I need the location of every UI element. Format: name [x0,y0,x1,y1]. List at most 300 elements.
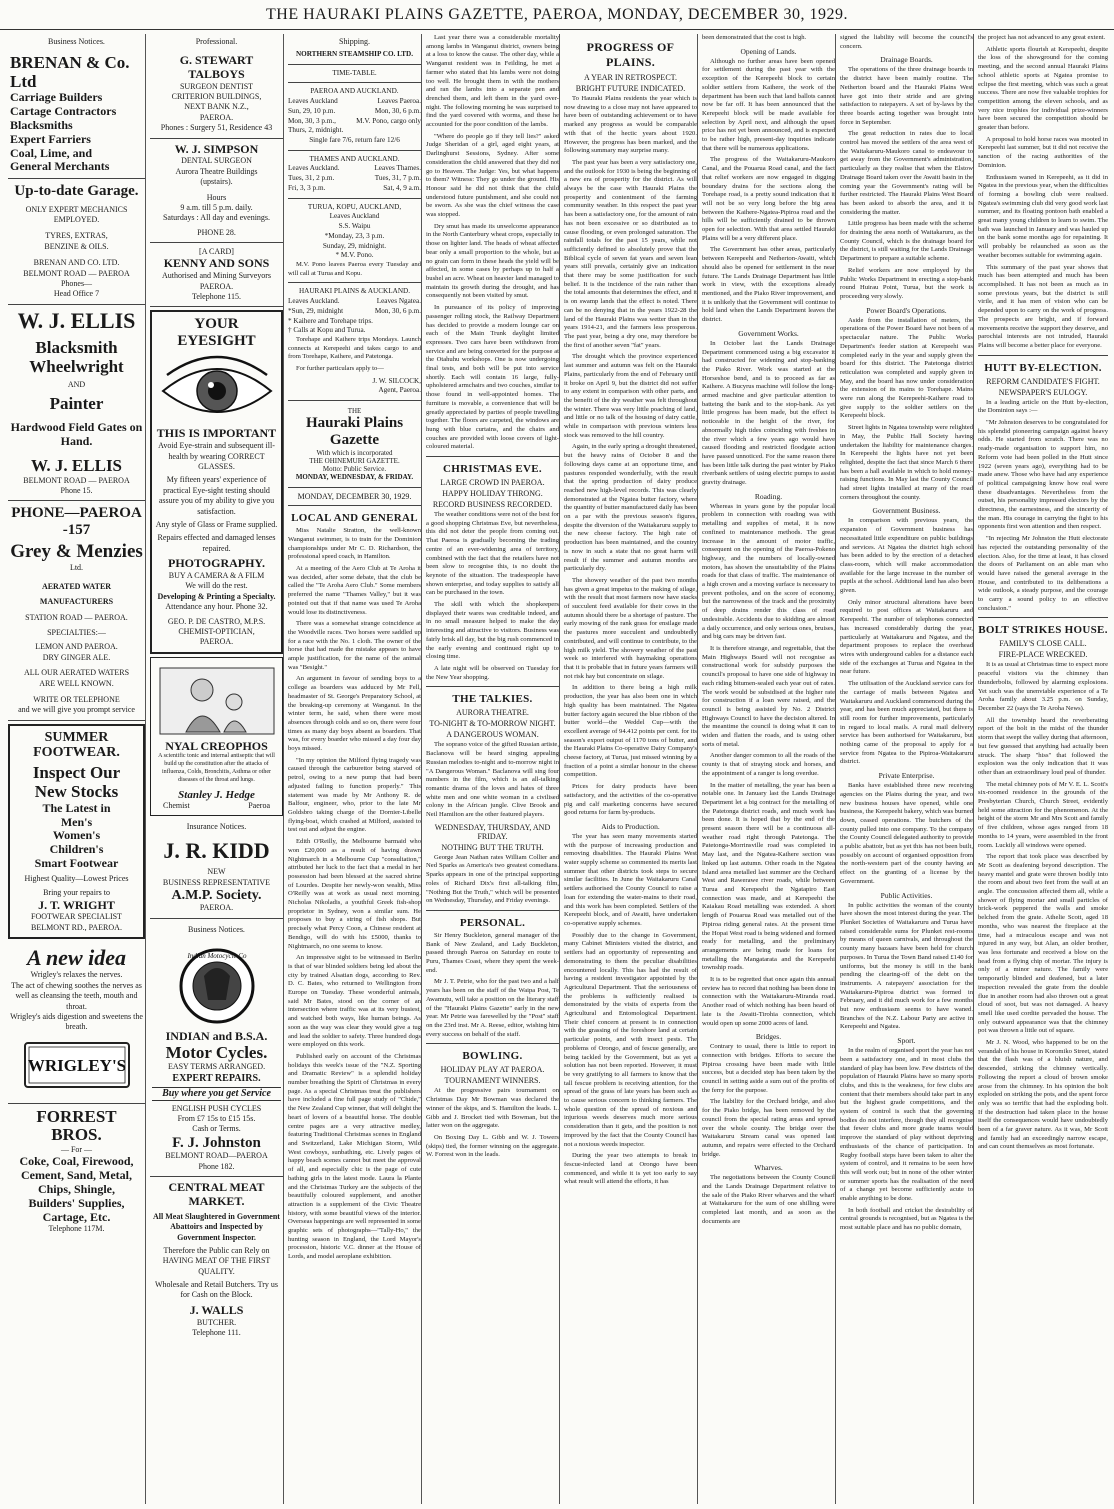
article-paragraph: In the realm of organised sport the year has not been a satisfactory one, and in most clubs the standard of play has been low. Few districts of the population of Hauraki Plains have so many sports clubs, and this is the weakness, for few clubs are content that their members should take part in any but the highest grade competitions, and the system of control is such that the governing bodies do not interfere, though they all recognise that fewer clubs and more grade teams would improve the standard of play without depriving enthusiasts of the chance of participation. In Rugby football steps have been taken to alter the system of control, and it remains to be seen how this will work out; but in none of the other winter or summer sports has the realisation of the need of a change yet become sufficiently acute to enable anything to be done. [840,1047,973,1203]
article-subheading: Drainage Boards. [880,55,933,65]
ad-ellis-line: Wheelwright [29,356,124,376]
article-paragraph: "In rejecting Mr Johnston the Hutt electorate has rejected the outstanding personality of the election. Also, for the time at least, it has closed the doors of Parliament on an able man who would have raised the general average in the House, and contributed to its deliberations a wide outlook, a steady purpose, and the courage to carry a sound policy to an effective conclusion." [978,535,1108,612]
article-paragraph: The report that took place was described by Mr Scott as deafening beyond description. The heavy mantel and grate were thrown bodily into the room and about two feet from the wall at an angle. The concussion affected them all, while a shower of flying mortar and small particles of brick-work peppered the walls and smoke belched from the grate. Athelie Scott, aged 18 months, who was nearest the fireplace at the time, had a miraculous escape and was not injured in any way, but Alan, an older brother, was less fortunate and received a blow on the head from a flying chip of mortar. The injury is only of a minor nature. The family were temporarily blinded and deafened, but a later inspection revealed the grate from the double flue in another room had also thrown out a great cloud of soot, but was not damaged. A heavy smell like used cordite pervaded the house. The only outward appearance was that the chimney pot was thrown a little out of square. [978,853,1108,1035]
article-paragraph: The skill with which the shopkeepers displayed their wares was creditable indeed, and in no small measure helped to make the day interesting and attractive to visitors. Business was fairly brisk all day, but the big rush commenced in the early evening and continued right up to closing time. [426,601,559,661]
ad-wrigleys-line: Wrigley's relaxes the nerves. [30,970,123,980]
indian-motocycle-logo [162,946,272,1026]
article-paragraph: In a leading article on the Hutt by-election, the Dominion says :— [978,398,1108,415]
section-heading: Professional. [195,37,238,46]
ad-footwear-title: SUMMER FOOTWEAR. [33,729,120,761]
section-heading: Business Notices. [188,924,245,934]
ad-talboys [150,50,283,139]
ad-ellis-line: BELMONT ROAD — PAEROA [23,475,130,485]
article-subtitle: A DANGEROUS WOMAN. [446,730,539,740]
ad-footwear-line: New Stocks [34,782,119,802]
ad-footwear-line: Children's [49,842,104,857]
timetable-cell: Sun, 29, 10 p.m. [288,106,336,115]
ad-wrigleys-line: The act of chewing soothes the nerves as well as cleansing the teeth, mouth and throat. [11,980,142,1011]
article-subtitle: HOLIDAY PLAY AT PAEROA. [440,1065,545,1075]
ad-wrigleys-title: A new idea [26,945,126,971]
article-paragraph: The weather conditions were not of the best for a good shopping Christmas Eve, but nevertheless, this did not deter the people from coming out. That Paeroa is gradually becoming the trading centre of an ever-widening area of territory, combined with the fact that the retailers have not been slow to recognise this, is no doubt the keynote of the situation. The tradespeople have shown enterprise, and today supplies to satisfy all can be purchased in the town. [426,511,559,597]
article-paragraph: In comparison with previous years, the expansion of Government business has necessitated little expenditure on public buildings and services. At Ngatea the district high school has been added to by the erection of a detached class-room, which will make accommodation available for the large increase in the number of pupils at the school. Additional land has also been given. [840,517,973,595]
ad-kenny-line: Telephone 115. [192,292,241,302]
nameplate-line: THE OHINEMURI GAZETTE. [309,457,400,466]
ad-eyesight-line: Attendance any hour. Phone 32. [165,602,268,612]
article-paragraph: Banks have established three new receiving agencies on the Plains during the year, and two new business houses have opened, while one business, the Kerepeehi bakery, which was burned down, ceased operations. The butchers of the county pulled into one company. To the company the County Council delegated authority to provide a public abattoir, but as yet this has not been built, possibly on account of organised opposition from the north-western part of the county having an effect on the granting of a license by the Government. [840,782,973,885]
article-paragraph: Last year there was a considerable mortality among lambs in Wanganui district, owners being at a loss to know the cause. The other day, while a Wanganui resident was in Feilding, he met a farmer who stated that his lambs were not doing too well. He brought them in with the mothers and ran the lambs into a separate pen and drenched them, and left them in the yard over-night. The following morning he was surprised to find the yard covered with worms, and these he accounted for the poor condition of the lambs. [426,34,559,129]
article-paragraph: Sir Henry Buckleton, general manager of the Bank of New Zealand, and Lady Buckleton, passed through Paeroa on Saturday en route to Puru, Thames Coast, where they spent the week-end. [426,931,559,974]
ad-eyesight-line: PAEROA. [199,637,234,647]
ad-brenan-line: Carriage Builders [10,90,103,105]
ad-ellis-line: Hardwood Field Gates on Hand. [10,420,143,449]
article-paragraph: The negotiations between the County Council and the Lands Drainage Department relative to the sale of the Piako River wharves and the wharf at Waitakaruru for the sum of one shilling were completed last month, and as soon as the documents are [702,1174,835,1225]
article-paragraph: The soprano voice of the gifted Russian artiste, Baclanova will be heard singing appealing Russian melodies to-night and to-morrow night in "A Dangerous Woman." Baclanova will sing four numbers in the film, which is an all-talking romantic drama of the loves and hates of three white men and one white woman in a civilised colony in the African jungle. Clive Brook and Neil Hamilton are the other featured players. [426,741,559,819]
ad-eyesight-title: YOUR EYESIGHT [177,316,256,349]
ad-wrigleys [8,942,145,1104]
ad-grey-line: SPECIALTIES:— [47,627,106,637]
ad-meat-line: BUTCHER. [196,1317,237,1327]
timetable-cell: Mon, 30, 6 p.m. [374,306,421,315]
article-paragraph: the project has not advanced to any great extent. [978,34,1106,41]
article-paragraph: been demonstrated that the cost is high. [702,34,807,41]
article-paragraph: A proposal to hold horse races was mooted in Kerepeehi last summer, but it did not receive the sanction of the racing authorities of the Dominion. [978,135,1108,169]
fare-line: Single fare 7/6, return fare 12/6 [309,136,400,145]
article-paragraph: The great reduction in rates due to local control has moved the settlers of the area west of the Waitakaruru-Maukoro canal to endeavour to get away from the Government's administration, particularly as they realise that when the Elstow Drainage Board taken over the Awaiti basin in the coming year the Government's rating will be further restricted. The Hauraki Plains West Board has been asked to absorb the area, and it is considering the matter. [840,130,973,216]
shipping-company: NORTHERN STEAMSHIP CO. LTD. [295,50,414,58]
article-subtitle: RECORD BUSINESS RECORDED. [432,500,553,510]
masthead: THE HAURAKI PLAINS GAZETTE, PAEROA, MONDAY, DECEMBER 30, 1929. [0,0,1114,30]
ad-kidd [150,835,283,919]
ad-footwear-line: Men's [60,814,93,829]
timetable-col: Leaves Ngatea. [376,297,421,306]
ad-brenan-line: Coal, Lime, and [10,145,93,160]
agent-title: Agent, Paeroa. [378,386,421,395]
route-note: For further particulars apply to— [296,365,384,373]
ad-simpson-line: Hours [206,192,227,202]
article-paragraph: Possibly due to the change in Government, many Cabinet Ministers visited the district, and settlers had an opportunity of representing and demonstrating to them the peculiar disabilities encountered locally. This has had the result of having a resident investigator appointed by the Agricultural Department. That the seriousness of the problems is sufficiently realised is demonstrated by the visits of experts from the Agricultural and Entomological Department. Their chief concern at present is in connection with the grassing of the foreshore land at certain particular points, and with insect pests. The problems of Orongo, and of fescue generally, are being tackled by the Government, but as yet a solution has not been reported. However, it must be very gratifying to all farmers to know that the tall fescue problem is receiving attention, for the spread of the grass of late years has been such as to cause serious concern to thinking farmers. The whole question of the spread of noxious and injurious weeds deserves much more serious consideration than it gets, and the position is not improved by the fact that the County Council has not a noxious weeds inspector. [564,931,697,1148]
ad-grey-line: and we will give you prompt service [18,705,135,715]
ad-grey-line: ALL OUR AERATED WATERS [23,668,130,678]
timetable-col: Leaves Paeroa. [377,97,421,106]
article-paragraph: This summary of the past year shows that much has been attempted and much has been accomplished. It has not been as much as in some previous years, but the district is still virile, and it has men of vision who can be depended upon to carry on the work of progress. The prospects are bright, and if forward movements receive the support they deserve, and parochial interests are not intruded, Hauraki Plains will become a better place for everyone. [978,263,1108,349]
nameplate-title: Hauraki Plains Gazette [305,415,404,449]
ad-footwear-line: Women's [52,828,101,843]
ad-footwear [8,724,145,940]
ad-simpson-line: Saturdays : All day and evenings. [162,213,271,223]
ad-simpson-name: W. J. SIMPSON [174,141,259,156]
ad-indian-line: INDIAN and B.S.A. [165,1028,268,1043]
ad-footwear-line: BELMONT RD., PAEROA. [31,922,122,932]
ad-garage-line: BENZINE & OILS. [44,241,109,251]
ad-ellis-line: Painter [49,393,104,413]
ad-indian-line: F. J. Johnston [172,1134,261,1151]
ad-meat-line: Telephone 111. [192,1328,241,1338]
article-paragraph: The operations of the three drainage boards in the district have been mainly routine. The Netherton board and the Hauraki Plains West have got into their stride and are giving satisfaction to ratepayers. A set of by-laws by the three boards acting together was brought into force in September. [840,66,973,126]
ad-indian-line: Buy where you get Service [152,1087,281,1101]
ad-eyesight-line: CHEMIST-OPTICIAN, [178,626,255,636]
ad-garage-line: EMPLOYED. [53,215,100,225]
ad-indian-motorcycles [150,938,283,1177]
ad-kidd-line: NEW [207,867,226,877]
article-paragraph: There was a somewhat strange coincidence at the Woodville races. Two horses were saddled up for a race with the No. 1 cloth. The owner of the horse that had made the mistake appears to have ample justification, for the name of the animal was "Besight." [288,620,421,671]
ad-talboys-line: SURGEON DENTIST [179,81,254,91]
article-paragraph: Miss Natalie Stratton, the well-known Wanganui swimmer, is to train for the Dominion championships under Mr C. D. Richardson, the professional speed coach, in Hamilton. [288,527,421,561]
ad-grey-line: AERATED WATER [41,581,112,591]
ad-garage-line: Head Office 7 [53,289,100,299]
timetable-cell: Mon, 30, 6 p.m. [374,106,421,115]
column-news [426,34,560,1504]
ad-eyesight-line: Developing & Printing a Specialty. [157,591,276,601]
route-heading: TURUA, KOPU, AUCKLAND, [307,202,402,211]
article-subtitle: BRIGHT FUTURE INDICATED. [575,84,686,93]
ad-forrest-line: Telephone 117M. [48,1224,105,1234]
column-progress-of-plains [564,34,698,1504]
ad-kenny [150,243,283,307]
ad-grey-line: LEMON AND PAEROA. [35,642,118,652]
article-subtitle: WEDNESDAY, THURSDAY, AND FRIDAY. [434,822,551,841]
ad-footwear-line: FOOTWEAR SPECIALIST [31,912,122,922]
article-paragraph: A late night will be observed on Tuesday for the New Year shopping. [426,665,559,681]
ad-brenan-name: BRENAN & Co. Ltd [10,53,130,91]
article-paragraph: At the progressive pairs tournament on Christmas Day Mr Bowman was declared the winner of the skips, and S. Hamilton the leads. L. Gibb and J. Brocket tied with Bowman, but the latter won on the aggregate. [426,1087,559,1130]
ad-brenan-line: Blacksmiths [10,117,73,132]
article-paragraph: The showery weather of the past two months has given a great impetus to the making of silage, with the result that most farmers now have stacks of succulent feed available for their cows in the autumn should there be a shortage of pasture. The early mowing of the rank grass for ensilage made the pastures more succulent and undoubtedly contributed, and will continue to contribute, to the high milk yield. The showery weather of the past week so interfered with haymaking operations that it is probable that in future years farmers will not risk hay but concentrate on silage. [564,576,697,680]
ad-garage-line: Phones— [60,279,93,288]
ad-ellis-name: W. J. ELLIS [17,307,136,333]
ad-kenny-name: KENNY AND SONS [163,256,270,271]
column-business-notices [8,34,146,1504]
ad-kidd-line: PAEROA. [199,903,234,913]
ad-creophos [150,657,283,816]
ad-indian-line: BELMONT ROAD—PAEROA [165,1151,268,1161]
ad-brenan-line: Expert Farriers [10,131,91,146]
route-line: Sunday, 29, midnight. [322,241,387,250]
ad-ellis-line: Blacksmith [35,337,118,357]
ad-grey-line: MANUFACTURERS [39,597,114,607]
ad-footwear-line: Highest Quality—Lowest Prices [24,873,129,883]
article-subheading: Opening of Lands. [740,46,797,56]
article-paragraph: Mr J. N. Wood, who happened to be on the verandah of his house in Koromiko Street, stated that the flash was of a bluish nature, and descended, striking the chimney vertically. Following the report a cloud of brown smoke arose from the chimney. In his opinion the bolt exploded on striking the pots, and the spent force only was so terrific that had the exploding bolt. If the destruction had taken place in the house itself the consequences would have undoubtedly been of a far graver nature. As it was, Mr Scott and family had an exceedingly narrow escape, and can count themselves as most fortunate. [978,1039,1108,1151]
ad-footwear-line: The Latest in [42,800,111,815]
article-paragraph: "Where do people go if they tell lies?" asked Judge Sheridan of a girl, aged eight years, at Darlinghurst Sessions, Sydney. After some consideration the child answered that they did not go to Heaven. The Judge: Yes, but what happens to them? Witness: They go under the ground. His Honour said he did not think that the child understood future punishment, and she could not be sworn. As she was the chief witness the case was stopped. [426,132,559,219]
article-subheading: Bridges. [755,1032,782,1042]
article-subheading: Sport. [897,1036,916,1046]
timetable-cell: Fri, 3, 3 p.m. [288,183,326,192]
ad-grey-menzies [8,501,145,720]
article-subheading: Public Activities. [880,890,933,900]
timetable-cell: Tues, 31, 2 p.m. [288,174,335,183]
ad-talboys-line: CRITERION BUILDINGS, [171,91,262,101]
ad-creophos-title: NYAL CREOPHOS [165,738,268,753]
wrigleys-brand: WRIGLEY'S [27,1055,126,1075]
article-paragraph: "In my opinion the Milford flying tragedy was caused through the carburettor being starved of petrol, owing to a new pump that had been adjusted failing to function properly." This statement was made by Mr Anthony R. de Balfour, engineer, who, prior to the late Mr Goldsbro taking charge of the Dornier-Libelle flying-boat, which crashed at Milford, assisted to test out and adjust the engine. [288,756,421,834]
ad-brenan [8,50,145,179]
ad-eyesight-line: Avoid Eye-strain and subsequent ill-health by wearing CORRECT GLASSES. [158,441,275,472]
article-paragraph: At a meeting of the Aero Club at Te Aroha it was decided, after some debate, that the club be called the "Te Aroha Aero Club." Some members preferred the name "Thames Valley," but it was pointed out that if that name was used Te Aroha would lose its distinctiveness. [288,565,421,616]
ad-footwear-line: Inspect Our [32,763,121,783]
ad-eyesight-line: BUY A CAMERA & A FILM [168,570,265,580]
article-paragraph: In public activities the woman of the county have shown the most interest during the year. The Plunket Societies of Waitakaruru and Turua have raised considerable sums for Plunket rest-rooms by means of queen carnivals, and throughout the county many bazaars have been held for church purposes. In Turua the Town Band raised £140 for uniforms, but the money is still in the bank pending the clearing-off of the debt on the instruments. A ratepayers' association for the Waitakaruru-Pipiroa district was formed in February, and it did much work for a few months but now enthusiasm seems to have waned. Branches of the N.Z. Labour Party are active in Kerepeehi and Ngatea. [840,901,973,1031]
article-paragraph: Contrary to usual, there is little to report in connection with bridges. Efforts to secure the Pipiroa crossing have been made with little success, but a decided step has been taken by the council in setting aside a sum out of the profits of the ferry for the purpose. [702,1043,835,1094]
article-title: PERSONAL. [459,916,526,929]
article-paragraph: It is to be regretted that once again this annual review has to record that nothing has been done in connection with the Waitakaruru-Miranda road. Another road of which nothing has been heard of late is the Awaiti-Tirohia connection, which would open up some 2000 acres of land. [702,976,835,1027]
ad-creophos-line: Paeroa [248,800,270,810]
ad-ellis-line: AND [67,380,86,390]
wrigleys-pack-illustration [17,1037,137,1095]
article-paragraph: The metal chimney pots of Mr V. E. L. Scott's six-roomed residence in the grounds of the Presbyterian Church, Church Street, evidently held some attraction for the phenomenon. At the height of the storm Mr and Mrs Scott and family of five children, whose ages ranged from 18 months to 14 years, were assembled in the front room. Luckily all windows were opened. [978,780,1108,849]
gazette-nameplate [288,407,421,481]
article-paragraph: Dry smut has made its unwelcome appearance in the North Canterbury wheat crops, especially in those on lighter land. The heads of wheat affected bear only a small proportion to the whole, but as no grain can form in these heads the yield will be affected, in some cases by perhaps up to half a bushel an acre. Wheat on heavier land managed to maintain its growth during the drought, and has consequently not been visited by smut. [426,222,559,300]
article-subtitle: LARGE CROWD IN PAEROA. [440,478,545,488]
ad-footwear-line: Smart Footwear [34,856,119,871]
ad-talboys-line: NEXT BANK N.Z., [184,102,249,112]
ad-indian-line: EXPERT REPAIRS. [172,1072,261,1084]
ad-wrigleys-line: Wrigley's aids digestion and sweetens the breath. [10,1011,143,1032]
ad-talboys-name: G. STEWART TALBOYS [179,53,254,81]
ad-eyesight-line: We will do the rest. [185,581,248,591]
section-heading: Insurance Notices. [186,822,247,832]
ad-kidd-name: J. R. KIDD [163,838,270,864]
timetable-cell: Thurs, 2, midnight. [288,126,344,135]
article-title: PROGRESS OF PLAINS. [586,40,675,69]
article-paragraph: Little progress has been made with the scheme for draining the area north of Waitakaruru, as the County Council, which is the drainage board for the district, is still waiting for the Lands Drainage Department to prepare a suitable scheme. [840,220,973,263]
timetable-cell: Sat, 4, 9 a.m. [383,183,421,192]
article-paragraph: Whereas in years gone by the popular local problem in connection with roading was with metalling and supplies of metal, it is now confined to maintenance methods. The great increase in the amount of motor traffic, consequent on the opening of the Paeroa-Pokeno highway, and the numbers of locally-owned motors, has shown the unsuitability of the Plains roads for that class of traffic. The maintenance of a high crown and a moving surface is necessary to prevent potholes, and on the score of economy, but the narrowness of the track and the proximity of deep drains render this class of road undesirable. Accidents due to skidding are almost a daily occurrence, and only serious ones, bruises, and big cars may be driven fast. [702,502,835,641]
ad-garage-line: TYRES, EXTRAS, [45,231,108,241]
ad-brenan-line: Cartage Contractors [10,104,117,119]
ad-footwear-line: J. T. WRIGHT [38,897,115,912]
column-progress-continued-2 [840,34,974,1504]
ad-simpson-line: 9 a.m. till 5 p.m. daily. [180,202,253,212]
ad-simpson-line: DENTAL SURGEON [181,156,252,166]
ad-forrest-line: — For — [60,1145,93,1155]
route-note: Torehape and Kaihere trips Mondays. Launch connects at Kerepeehi and takes cargo to and from Torehape, Kaihere, and Patetonga. [288,335,421,361]
ad-indian-line: Motor Cycles. [165,1042,268,1062]
article-paragraph: Published early on account of the Christmas holidays this week's issue of the "N.Z. Sporting and Dramatic Review" is a splendid holiday number breathing the Spirit of Christmas in every page. As a special Christmas treat the publishers have included a fine full page study of "Chide," the New Zealand Cup winner, that will delight the heart of lovers of a beautiful horse. The double centre pages are a very attractive medley, featuring Traditional Christmas scenes in England and Switzerland, Lake Michigan Storm, Wild West cowboys, sunbathing, etc. Lively pages of happy beach scenes cannot but meet the approval of all, and especially chic is the page of cute bathing girls in the latest mode. Laura la Plante and the Christmas Turkey are the subjects of the beautifully coloured supplement, and another attraction is a supplement of the Civic Theatre history, with some beautiful views of the interior. Overseas happenings are well represented in some graphic sets of photographs—"Tally-Ho," the hunting season in England, the Lord Mayor's procession, historic V.C. dinner at the House of Lords, and model aeroplane exhibition. [288,1052,421,1261]
article-paragraph: The Government has other areas, particularly between Kerepeehi and Netherton-Awaiti, which should also be opened for settlement in the near future. The Lands Drainage Department has little work in view, with the exceptions already mentioned, and the Piako River improvement, and it is unlikely that the Government will continue to hold land when the Lands Department leaves the district. [702,246,835,324]
ad-eyesight-line: My fifteen years' experience of practical Eye-sight testing should assure you of my ability to give you satisfaction. [158,475,275,516]
agent-name: J. W. SILCOCK, [372,376,421,385]
article-paragraph: It is as usual at Christmas time to expect more peaceful visitors via the chimney than thunderbolts, followed by alarming explosions. Yet such was the unenviable experience of a Te Aroha family about 3.25 p.m. on Sunday, December 22 (says the Te Aroha News). [978,661,1108,712]
ad-brenan-line: General Merchants [10,159,110,174]
nameplate-line: With which is incorporated [316,449,393,458]
article-subheading: Power Board's Operations. [866,305,947,315]
ad-indian-line: ENGLISH PUSH CYCLES [171,1103,262,1113]
ad-eyesight-line: Any style of Glass or Frame supplied. [155,519,278,529]
article-paragraph: Street lights in Ngatea township were relighted in May, the Public Hall Society having undertaken the liability for maintenance charges. In Kerepeehi the lights have not yet been relighted, despite the fact that since March 6 there has been a hall available in which to hold money-raising functions. In May last the County Council had street lights installed at many of the road corners throughout the county. [840,424,973,501]
ad-kidd-line: A.M.P. Society. [171,888,262,904]
route-line: Leaves Auckland [329,212,380,221]
timetable-col: Leaves Auckland. [288,164,340,173]
ad-creophos-line: Chemist [163,800,190,810]
article-subtitle: TOURNAMENT WINNERS. [444,1076,541,1086]
article-title: LOCAL AND GENERAL [291,512,418,525]
ad-kenny-line: PAEROA. [199,281,234,291]
article-title: HUTT BY-ELECTION. [984,361,1102,374]
ad-grey-line: WRITE OR TELEPHONE [33,694,120,704]
timetable-cell: Mon, 30, 3 p.m., [288,116,336,125]
article-paragraph: Mr J. T. Petrie, who for the past two and a half years has been on the staff of the Waipa Post, Te Awamutu, will take a position on the literary staff of the "Hauraki Plains Gazette" early in the new year. Mr Petrie was farewelled by the "Post" staff on the 23rd inst. Mr A. Reese, editor, wishing him every success on behalf of the staff. [426,978,559,1038]
article-paragraph: Athletic sports flourish at Kerepeehi, despite the loss of the showground for the coming meeting, and the second annual Hauraki Plains school athletic sports at Ngatea promise to eclipse the first meeting, which was such a great success. There are now five valuable trophies for competition among the eleven schools, and as very nice trophies for individual prize-winners have been secured the competition should be greater than before. [978,45,1108,132]
nameplate-line: MONDAY, WEDNESDAY, & FRIDAY. [295,473,414,482]
ad-grey-line: DRY GINGER ALE. [42,652,111,662]
ad-talboys-line: Phones : Surgery 51, Residence 43 [160,123,273,133]
ad-garage-line: BRENAN AND CO. LTD. [33,258,120,268]
article-paragraph: Although no further areas have been opened for settlement during the past year with the exception of the Kerepeehi block to certain soldier settlers from Kaihere, the work of the department has been such that land ballots cannot now be far off. It has been announced that the Kerepeehi block will be made available for selection by April next, and although the upset price has not yet been announced, and is expected to be rather high, present-day inquiries indicate that there will be numerous applications. [702,57,835,152]
ad-meat-line: J. WALLS [189,1302,244,1317]
ad-eyesight-line: GEO. P. DE CASTRO, M.P.S. [167,616,266,626]
ad-garage [8,179,145,305]
ad-eyesight [150,310,283,653]
nameplate-line: Motto: Public Service. [322,465,387,474]
route-line: *Monday, 23, 3 p.m. [324,231,385,240]
article-subtitle: NOTHING BUT THE TRUTH. [441,842,544,852]
dateline: MONDAY, DECEMBER 30, 1929. [297,492,412,502]
ad-grey-name: Grey & Menzies [10,541,143,563]
ad-simpson-line: Aurora Theatre Buildings [175,166,258,176]
article-subtitle: FAMILY'S CLOSE CALL. [999,639,1087,649]
article-paragraph: It is therefore strange, and regrettable, that the Main Highways Board will not recognise as constructional work for subsidy purposes the council's proposal to have one side of highway in each riding bitumen-sealed each year out of rates. The work would be subsidised at the higher rate for construction if a loan were raised, and the council is being assisted by No. 2 District Highways Council to have the decision altered. In the meantime the council is doing what it can to widen and flatten the roads, and is using other sorts of metal. [702,645,835,748]
ad-grey-line: Ltd. [69,563,84,573]
ad-indian-line: EASY TERMS ARRANGED. [167,1062,266,1072]
eye-illustration [157,353,277,423]
article-paragraph: The year has seen many movements started with the purpose of increasing production and removing disabilities. The Hauraki Plains West water supply scheme so commented its merits last summer that other districts took steps to secure similar facilities. In June the Waitakaruru Canal settlers authorised the County Council to raise a loan for extending the water-mains to their road, and this work has been completed. Settlers of the Kerepeehi block, and of Awaiti, have undertaken co-operative supply schemes. [564,832,697,927]
article-subheading: Roading. [754,491,783,501]
ad-meat-line: Wholesale and Retail Butchers. Try us for Cash on the Block. [154,1280,279,1300]
article-paragraph: In the matter of metalling, the year has been a notable one. In January last the Lands Drainage Department let a big contract for the metalling of the Patetonga district roads, and much work has been done. It is hoped that by the end of the present season there will be a continuous all-weather road right through Patetonga. The Patetonga-Morrinsville road was completed in May last, and the Ngatea-Kaihere section was linked up last autumn. Other roads in the Ngatea Island area metalled last summer are the Orchard West and Rawerawe river roads, while between Turua and Kerepeehi the Ngatapiro East connection was made, and at Kerepeehi the Kaiakau Road metalling was extended. A short length of Pouarua Road was metalled out of the Pipiroa riding general rates. At the present time the Hopai West road is being widened and formed ready for metalling, and the preliminary arrangements are being made for loans for metalling the Mangatarata and the Kerepeehi township roads. [702,781,835,972]
ad-forrest [8,1104,145,1239]
ad-kenny-line: Authorised and Mining Surveyors [161,271,272,281]
route-heading: THAMES AND AUCKLAND. [309,154,400,163]
article-paragraph: Enthusiasm waned in Kerepeehi, as it did in Ngatea in the previous year, when the difficulties of forming a bowling club were realised. Ngatea's swimming club did very good work last summer, and its floating pontoon bath enabled a great many young children to learn to swim. The bath was launched in January and was hauled up on the bank some months ago for repainting. It will probably be relaunched as soon as the weather becomes suitable for swimming again. [978,173,1108,259]
ad-eyesight-h3: PHOTOGRAPHY. [167,556,265,571]
article-paragraph: Aside from the installation of meters, the operations of the Power Board have not been of a spectacular nature. The Public Works Department's feeder station at Kerepeehi was completed early in the year and supply given the board for this district. The Patetonga district reticulation was completed and supply given in May, and the board has now under consideration the extension of its mains to Torehape. Mains were run along the Kerepeehi-Kaihere road to give supply to the soldier settlers on the Kerepeehi block. [840,316,973,420]
article-subtitle: A YEAR IN RETROSPECT. [584,73,677,82]
article-subtitle: HAPPY HOLIDAY THRONG. [442,489,543,499]
ad-meat-line: All Meat Slaughtered in Government Abattoirs and Inspected by Government Inspector. [153,1211,280,1242]
route-heading: PAEROA AND AUCKLAND. [310,87,399,96]
route-line: † Calls at Kopu and Turua. [288,326,366,335]
timetable-col: Leaves Thames. [374,164,421,173]
article-paragraph: To Hauraki Plains residents the year which is now drawing to a close may not have appeared to have been of outstanding achievement or to have marked any progress as would be comparable with that of the hectic years about 1920. However, the progress has been marked, and the following summary may surprise many. [564,95,697,155]
article-title: BOWLING. [462,1050,523,1063]
article-paragraph: Again, in the early spring a drought threatened, but the heavy rains of October 8 and the following days came at an opportune time, and pastures responded wonderfully, with the result that the spring production of dairy produce reached new high-level records. This was clearly demonstrated at the Ngatea butter factory, where the quantity of butter manufactured daily has been on a par with the previous season's figures, despite the diversion of the Waitakaruru supply to the new cheese factory. The high rate of production has been maintained, and the country is now in such a state that no great harm will result if the summer and autumn months are particularly dry. [564,443,697,573]
column-shipping-local [288,34,422,1504]
ad-forrest-title: FORREST BROS. [36,1106,117,1145]
timetable-cell: M.V. Pono, cargo only [356,116,421,125]
article-paragraph: "Mr Johnston deserves to be congratulated for his splendid pioneering campaign against heavy odds. He started from scratch. There was no ready-made organisation to support him, no Reform vote had been polled in the Hutt since 1922 (seven years ago), everything had to be made anew. Those who have had any experience of political campaigning know how real were these disadvantages. Nevertheless from the outset, his personality impressed electors by the directness, the earnestness, and the sincerity of the man. His courage in carrying the fight to his opponents first won attention and then respect. [978,419,1108,531]
ad-kidd-line: BUSINESS REPRESENTATIVE [162,877,271,887]
ad-creophos-line: Stanley J. Hedge [178,788,255,801]
article-paragraph: In both football and cricket the desirability of central grounds is recognised, but as Ngatea is the most suitable place and has no public domain, [840,1206,973,1232]
timetable-cell: Tues, 31, 7 p.m. [374,174,421,183]
article-title: THE TALKIES. [452,693,533,706]
ad-meat-line: Therefore the Public can Rely on HAVING MEAT OF THE FIRST QUALITY. [162,1245,271,1276]
column-progress-continued [702,34,836,1504]
article-paragraph: During the year two attempts to break in fescue-infected land at Orongo have been commenced, and while it is yet too early to say what result will attend the efforts, it has [564,1152,697,1186]
article-subheading: Aids to Production. [601,821,660,831]
ad-forrest-line: Coke, Coal, Firewood, [19,1154,134,1169]
ad-indian-line: From £7 15s to £15 15s. [177,1114,256,1124]
ad-meat-market [150,1177,283,1342]
article-subheading: Government Works. [738,328,799,338]
ad-footwear-line: Bring your repairs to [43,888,110,898]
article-paragraph: The past year has been a very satisfactory one, and the outlook for 1930 is being the beginning of a new era of prosperity for the district. As will always be the case with Hauraki Plains the prosperity and contentment of the farming community weather. In this respect the past year has been a satisfactory one, for the amount of rain has not been excessive or so distributed as to cause flooding, or even prolonged saturation. The rainfall totals for the past 15 years, while not sufficiently defined to absolutely prove that the Biblical cycle of seven fat years and seven lean years still prevails, certainly give an indication that there may be some justification for such belief. It is the incidence of the rain rather than the total amounts that determines the effect, and it is on swamp lands that the effect is noted. There can be no denying that in the years 1922-28 the land of the Hauraki Plains was wetter than in the years 1914-21, and the farmers less prosperous. The past year, being a dry one, may therefore be the first of another seven "fat" years. [564,158,697,349]
article-paragraph: An argument in favour of sending boys to a college as boarders was adduced by Mr Fell, headmaster of St. George's Preparatory School, at the breaking-up ceremony at Wanganui. In the winter term, he said, when there were most absences through colds and so on, there were four times as many day boys absent as boarders. That was, for every boarder who missed a day four day boys missed. [288,675,421,753]
article-paragraph: The liability for the Orchard bridge, and also for the Piako bridge, has been removed by the council from the special rating areas and spread over the whole county. The bridge over the Waitakaruru Stream canal was opened last autumn, and repairs were effected to the Orchard bridge. [702,1098,835,1158]
route-heading: HAURAKI PLAINS & AUCKLAND. [298,287,410,296]
article-subheading: Government Business. [872,506,941,516]
article-paragraph: Relief workers are now employed by the Public Works Department in erecting a stop-bank round Huirau Point, Turua, but the work is proceeding very slowly. [840,266,973,300]
article-subtitle: TO-NIGHT & TO-MORROW NIGHT. [429,719,556,729]
ad-forrest-line: Cement, Sand, Metal, [21,1168,132,1183]
article-paragraph: On Boxing Day L. Gibb and W. J. Towers (skips) tied, the former winning on the aggregate. W. Forrest won in the leads. [426,1133,559,1159]
article-paragraph: Only minor structural alterations have been required to post offices at Waitakaruru and Kerepeehi. The number of telephones connected has increased considerably during the year, particularly at Waitakaruru and Ngatea, and the department proposes to replace the overhead wires with underground cables for a distance each side of the exchanges at Turua and Ngatea in the near future. [840,598,973,676]
indian-logo-text: Indian Motocycle Co [186,951,247,960]
ad-garage-line: ONLY EXPERT MECHANICS [25,204,128,214]
ad-simpson [150,139,283,244]
timetable-heading: TIME-TABLE. [332,68,377,77]
ad-talboys-line: PAEROA. [199,112,234,122]
ad-forrest-line: Builders' Supplies, [28,1195,125,1210]
nameplate-the: THE [347,407,362,416]
article-paragraph: George Jean Nathan rates William Collier and Ned Sparks as America's two greatest comedians. Sparks appears in one of the principal supporting roles of Richard Dix's first all-talking film, "Nothing But the Truth," which will be presented on Wednesday, Thursday, and Friday evenings. [426,853,559,905]
ad-meat-title: CENTRAL MEAT MARKET. [168,1180,265,1208]
article-paragraph: All the township heard the reverberating report of the bolt in the midst of the thunder storm that swept the valley during that afternoon, but few guessed that anything had actually been struck. The sharp "hiss" that followed the explosion was the only indication that it was other than an extraordinary loud peal of thunder. [978,716,1108,776]
ad-forrest-line: Chips, Shingle, [37,1182,116,1197]
timetable-col: Leaves Auckland. [288,297,340,306]
article-subtitle: NEWSPAPER'S EULOGY. [998,387,1088,397]
article-title: CHRISTMAS EVE. [443,463,542,476]
ad-kenny-line: [A CARD] [199,247,234,257]
route-line: S.S. Waipu [338,222,371,231]
article-paragraph: Prices for dairy products have been satisfactory, and the activities of the co-operative pig and calf marketing concerns have secured good returns for farm by-products. [564,783,697,817]
article-paragraph: An impressive sight to be witnessed in Berlin is that of war blinded soldiers being led about the city by trained Alsatian dogs, according to Rev. D. C. Bates, who returned to Wellington from Europe on Tuesday. These wonderful animals, said Mr Bates, stood on the corner of an intersection where traffic was at its very busiest, and watched both ways, like human beings. As soon as the way was clear they would give a tug and lead the soldier to safety. Three hundred dogs were employed on this work. [288,954,421,1049]
ad-grey-phone: PHONE—PAEROA -157 [11,505,142,538]
article-paragraph: In addition to there being a high milk production, the year has also been one in which high quality has been maintained. The Ngatea butter factory again secured the blue ribbon of the butter world—the Weddel Cup—with the excellent average of 94.412 points per cent. for its season's export output of 1170 tons of butter, and the Hauraki Plains Co-operative Dairy Company's cheese factory, at Turua, just missed winning by a fraction of a point a similar honour in the cheese competition. [564,684,697,779]
article-paragraph: Another danger common to all the roads of the county is that of straying stock and horses, and the appointment of a ranger is long overdue. [702,752,835,777]
article-paragraph: The utilisation of the Auckland service cars for the carriage of mails between Ngatea and Waitakaruru and Auckland commenced during the year, and has been much appreciated, but there is still room for further improvements, particularly in regard to local mails. A rural mail delivery service has been authorised for Waitakaruru, but nothing came of the proposal to apply for a service from Ngatea to the Pipiroa-Waitakaruru district. [840,680,973,766]
ad-indian-line: Cash or Terms. [192,1124,241,1134]
article-subtitle: AURORA THEATRE. [456,708,529,718]
article-paragraph: Edith O'Reilly, the Melbourne barmaid who won £20,000 as a result of having drawn Nightmarch in a Melbourne Cup "consultation," attributed her luck to the fact that a medal in her possession had been blessed at the sacred shrine of Lourdes. Despite her newly-won wealth, Miss O'Reilly was at work as usual next morning. Nicholas Nikoladis, a youthful Greek fish-shop proprietor in Sydney, won a similar sum. He proposes to buy a string of fish shops. But precisely what Percy Coon, a Chinese resident at Bendigo, will do with his £5000, thanks to Nightmarch, no one seems to know. [288,838,421,950]
ad-grey-line: STATION ROAD — PAEROA. [25,612,128,622]
newspaper-page [8,34,1108,1504]
ad-ellis-line: Phone 15. [60,486,93,496]
article-subheading: Wharves. [754,1163,783,1173]
article-paragraph: The drought which the province experienced last summer and autumn was felt on the Hauraki Plains, particularly from the end of February until it broke on April 9, but the district did not suffer to any extent in comparison with other parts, and the benefit of the dry weather was felt throughout the winter. There was very little poaching of land, and little or no talk of the housing of dairy cattle, while in comparison with previous winters less stock was removed to the hill country. [564,353,697,439]
route-line: * M.V. Pono. [335,251,374,260]
article-paragraph: In October last the Lands Drainage Department commenced using a big excavator it had constructed for widening and stop-banking the Piako River. Work was started at the Horseshoe bend, and is to proceed as far as Kaihere. A Bucyrus machine will follow the long-armed machine and give particular attention to batteing the bank and to the stop-bank. As yet little progress has been made, but the effect is noticeable in the height of the river, for abnormally high tides coinciding with freshes in the river which a few years ago would have caused flooding and restricted floodgate action have passed unnoticed. For the same reason there has been little talk during the past winter by Piako riverbank settlers of using electric pumps to assist gravity drainage. [702,339,835,487]
ad-simpson-line: (upstairs). [200,177,233,187]
timetable-cell: *Sun, 29, midnight [288,306,344,315]
ad-grey-line: ARE WELL KNOWN. [39,678,114,688]
article-subtitle: REFORM CANDIDATE'S FIGHT. [986,376,1100,386]
ad-ellis [8,305,145,502]
article-subtitle: FIRE-PLACE WRECKED. [998,650,1088,660]
article-paragraph: The progress of the Waitakaruru-Maukoro Canal, and the Pouarua Road canal, and the fact that relief workers are now engaged in digging boundary drains for the sections along the Torehape road, is a pretty sound indication that it will not be so very long before the big area between the Kaihere-Ngatea-Pipiroa road and the hills will be sufficiently drained to be thrown open for selection. With that area settled Hauraki Plains will be a very different place. [702,156,835,242]
ad-eyesight-h2: THIS IS IMPORTANT [156,426,277,441]
ad-forrest-line: Cartage, Etc. [42,1209,111,1224]
ad-ellis-line: W. J. ELLIS [30,456,123,476]
route-line: * Kaihere and Torehape trips. [288,316,373,325]
article-paragraph: In pursuance of its policy of improving passenger rolling stock, the Railway Department has decided to provide a modern lounge car on each of the Main Trunk daylight limited expresses. Two cars have been withdrawn from service and are being converted for the purpose at the Otahuhu workshops. One is now undergoing final tests, and both will be put into service shortly. Each will contain 16 large, fully-upholstered armchairs and two couches, similar to those found in well-appointed homes. The furniture is movable, a convenience that will be greatly appreciated by parties of people travelling together. The floors are carpeted, the windows are hung with blue curtains, and the chairs and couches are provided with loose covers of light-coloured material. [426,304,559,451]
article-title: BOLT STRIKES HOUSE. [978,624,1108,637]
article-subheading: Private Enterprise. [878,771,935,781]
column-hutt-bolt [978,34,1108,1504]
section-heading: Business Notices. [48,37,105,46]
ad-eyesight-line: Repairs effected and damaged lenses repaired. [157,533,276,553]
